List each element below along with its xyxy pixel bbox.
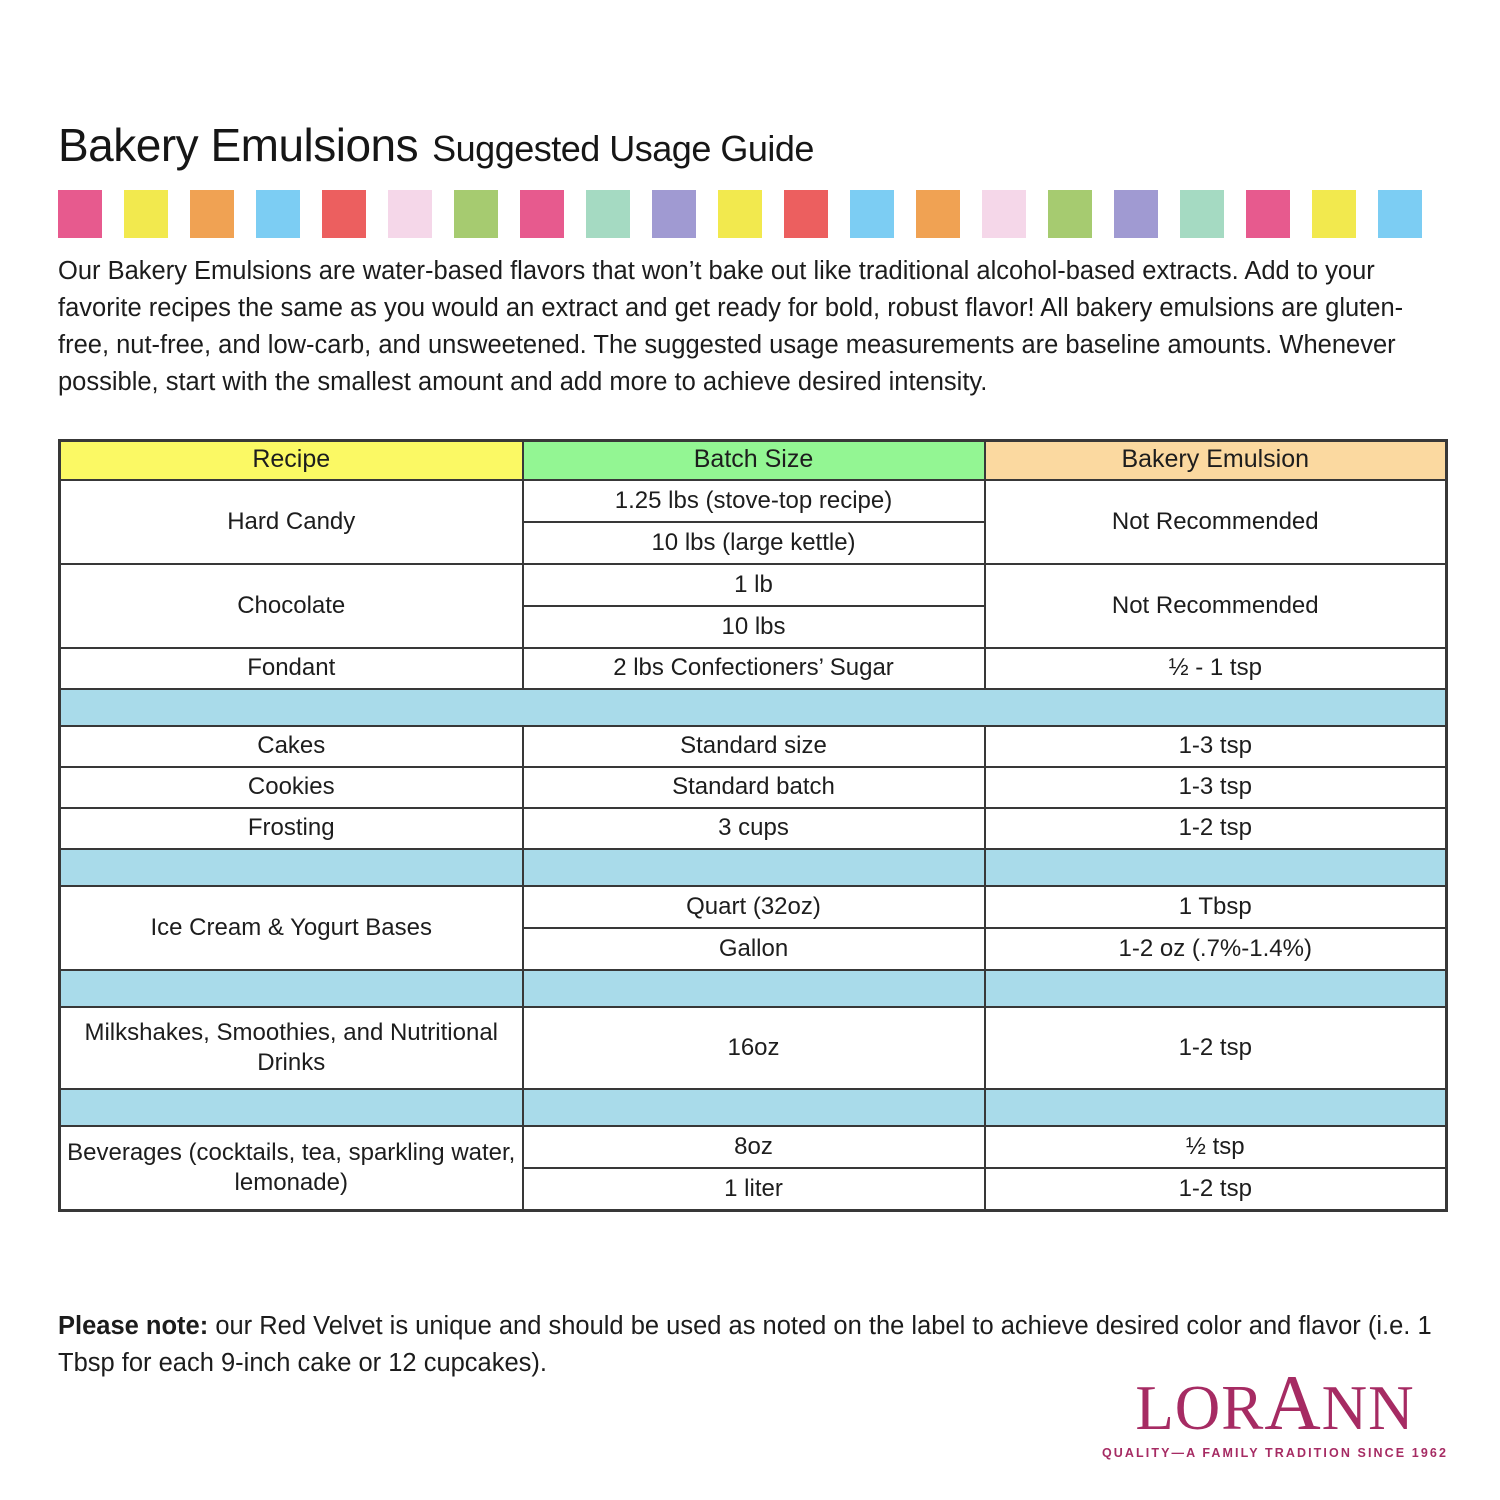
separator-cell xyxy=(985,970,1447,1007)
recipe-fondant: Fondant xyxy=(60,648,523,689)
table-row xyxy=(60,480,1447,522)
color-square xyxy=(1114,190,1158,238)
recipe-hard-candy: Hard Candy xyxy=(60,480,523,564)
separator-cell xyxy=(60,689,1447,726)
emulsion-ice-cream-2: 1-2 oz (.7%-1.4%) xyxy=(985,928,1447,970)
recipe-cookies: Cookies xyxy=(60,767,523,808)
recipe-milkshakes: Milkshakes, Smoothies, and Nutritional Drinks xyxy=(60,1007,523,1089)
color-square xyxy=(1180,190,1224,238)
batch-hard-candy-1: 1.25 lbs (stove-top recipe) xyxy=(523,480,985,522)
emulsion-chocolate: Not Recommended xyxy=(985,564,1447,648)
color-square xyxy=(520,190,564,238)
lorann-wordmark: LORANN xyxy=(1135,1359,1415,1446)
color-square xyxy=(718,190,762,238)
separator-cell xyxy=(60,849,523,886)
color-square xyxy=(850,190,894,238)
header-bakery-emulsion: Bakery Emulsion xyxy=(985,440,1447,480)
separator-cell xyxy=(60,970,523,1007)
page-title-main: Bakery Emulsions xyxy=(58,119,419,171)
separator-cell xyxy=(523,1089,985,1126)
page-title-sub: Suggested Usage Guide xyxy=(432,128,814,169)
color-square xyxy=(1312,190,1356,238)
recipe-beverages: Beverages (cocktails, tea, sparkling water, lemonade) xyxy=(60,1126,523,1211)
table-row xyxy=(60,1126,1447,1168)
recipe-cakes: Cakes xyxy=(60,726,523,767)
separator-cell xyxy=(60,1089,523,1126)
color-square xyxy=(124,190,168,238)
color-square xyxy=(454,190,498,238)
recipe-frosting: Frosting xyxy=(60,808,523,849)
table-row xyxy=(60,648,1447,689)
palette-strip xyxy=(58,190,1422,238)
separator-cell xyxy=(985,1089,1447,1126)
batch-beverages-2: 1 liter xyxy=(523,1168,985,1211)
separator-row xyxy=(60,1089,1447,1126)
separator-cell xyxy=(985,849,1447,886)
emulsion-fondant: ½ - 1 tsp xyxy=(985,648,1447,689)
batch-cakes: Standard size xyxy=(523,726,985,767)
emulsion-frosting: 1-2 tsp xyxy=(985,808,1447,849)
separator-row xyxy=(60,689,1447,726)
emulsion-milkshakes: 1-2 tsp xyxy=(985,1007,1447,1089)
batch-milkshakes: 16oz xyxy=(523,1007,985,1089)
color-square xyxy=(256,190,300,238)
lorann-tagline: QUALITY—A FAMILY TRADITION SINCE 1962 xyxy=(1101,1446,1448,1460)
table-row xyxy=(60,886,1447,928)
color-square xyxy=(916,190,960,238)
separator-cell xyxy=(523,970,985,1007)
table-row xyxy=(60,1007,1447,1089)
separator-cell xyxy=(523,849,985,886)
color-square xyxy=(190,190,234,238)
emulsion-cookies: 1-3 tsp xyxy=(985,767,1447,808)
recipe-ice-cream: Ice Cream & Yogurt Bases xyxy=(60,886,523,970)
table-header-row xyxy=(60,440,1447,480)
batch-ice-cream-1: Quart (32oz) xyxy=(523,886,985,928)
color-square xyxy=(1246,190,1290,238)
emulsion-hard-candy: Not Recommended xyxy=(985,480,1447,564)
batch-cookies: Standard batch xyxy=(523,767,985,808)
logo-letter-a: A xyxy=(1264,1359,1322,1446)
batch-chocolate-1: 1 lb xyxy=(523,564,985,606)
table-row xyxy=(60,564,1447,606)
table-row xyxy=(60,767,1447,808)
color-square xyxy=(388,190,432,238)
separator-row xyxy=(60,849,1447,886)
emulsion-beverages-2: 1-2 tsp xyxy=(985,1168,1447,1211)
color-square xyxy=(1048,190,1092,238)
lorann-logo xyxy=(1101,1359,1448,1460)
emulsion-ice-cream-1: 1 Tbsp xyxy=(985,886,1447,928)
header-recipe: Recipe xyxy=(60,440,523,480)
separator-row xyxy=(60,970,1447,1007)
emulsion-cakes: 1-3 tsp xyxy=(985,726,1447,767)
header-batch-size: Batch Size xyxy=(523,440,985,480)
color-square xyxy=(1378,190,1422,238)
intro-paragraph: Our Bakery Emulsions are water-based flavors that won’t bake out like traditional alcohol-based extracts. Add to your favorite recipes the same as you would an extract and get ready for bold, robust flavor! All bakery emulsions are gluten-free, nut-free, and low-carb, and unsweetened. The suggested usage measurements are baseline amounts. Whenever possible, start with the smallest amount and add more to achieve desired intensity. xyxy=(58,256,1404,396)
note-text: our Red Velvet is unique and should be used as noted on the label to achieve desired color and flavor (i.e. 1 Tbsp for each 9-inch cake or 12 cupcakes). xyxy=(58,1311,1432,1377)
batch-beverages-1: 8oz xyxy=(523,1126,985,1168)
color-square xyxy=(982,190,1026,238)
color-square xyxy=(652,190,696,238)
batch-fondant: 2 lbs Confectioners’ Sugar xyxy=(523,648,985,689)
emulsion-beverages-1: ½ tsp xyxy=(985,1126,1447,1168)
recipe-chocolate: Chocolate xyxy=(60,564,523,648)
color-square xyxy=(784,190,828,238)
table-row xyxy=(60,726,1447,767)
batch-chocolate-2: 10 lbs xyxy=(523,606,985,648)
color-square xyxy=(322,190,366,238)
usage-table xyxy=(58,439,1448,1212)
page-title xyxy=(58,120,1445,171)
color-square xyxy=(586,190,630,238)
table-row xyxy=(60,808,1447,849)
batch-hard-candy-2: 10 lbs (large kettle) xyxy=(523,522,985,564)
batch-ice-cream-2: Gallon xyxy=(523,928,985,970)
batch-frosting: 3 cups xyxy=(523,808,985,849)
note-label: Please note: xyxy=(58,1311,209,1340)
color-square xyxy=(58,190,102,238)
